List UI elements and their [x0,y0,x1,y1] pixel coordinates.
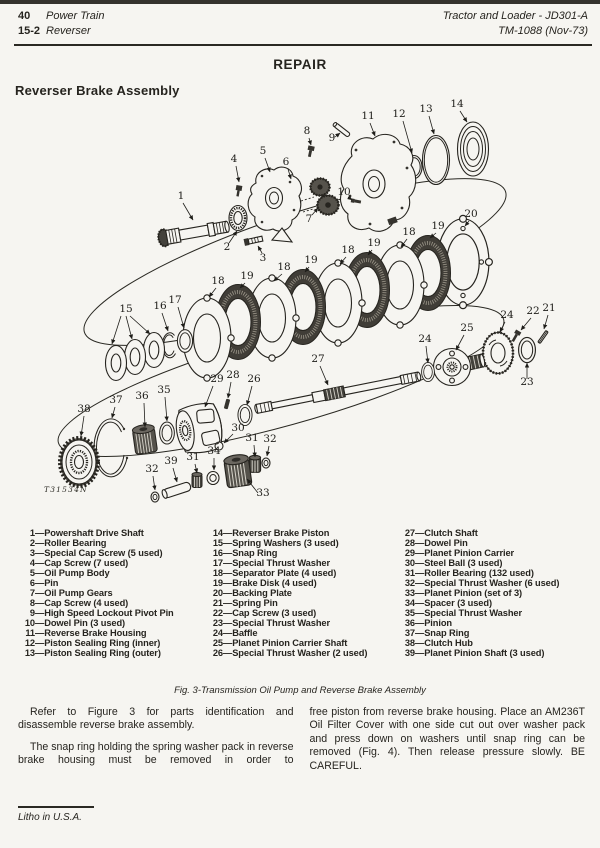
header-rule [14,44,592,46]
callout-number: 11 [361,110,375,122]
part-31-roller-bearing [192,473,202,488]
chapter-title: REPAIR [273,57,327,72]
part-list-item: 35—Special Thrust Washer [404,608,522,618]
part-list-item: 7—Oil Pump Gears [29,588,113,598]
part-25-planet-pinion-carrier-shaft [434,349,486,386]
part-list-item: 24—Baffle [212,628,258,638]
part-list-item: 8—Cap Screw (4 used) [29,598,129,608]
part-list-item: 38—Clutch Hub [404,638,473,648]
callout-number: 14 [450,98,464,110]
callout-number: 28 [226,369,240,381]
callout-number: 34 [207,445,221,457]
part-list-item: 17—Special Thrust Washer [212,558,330,568]
callout-number: 36 [135,390,149,402]
callout-leader [112,407,115,418]
part-list-item: 10—Dowel Pin (3 used) [24,618,126,628]
parts-list-column-1 [20,528,174,658]
part-1-powershaft-drive-shaft [157,218,230,247]
callout-leader [153,476,155,490]
part-14-reverser-brake-piston [458,122,489,176]
header-line-1 [18,9,104,24]
part-32-special-thrust-washer [262,458,270,468]
callout-leader [460,111,467,122]
callout-leader [320,366,328,385]
callout-number: 23 [520,376,534,388]
part-15-spring-washer [125,340,146,375]
part-list-item: 36—Pinion [404,618,453,628]
part-list-item: 27—Clutch Shaft [404,528,478,538]
part-13-piston-sealing-ring-outer [423,136,450,185]
part-list-item: 6—Pin [29,578,59,588]
callout-number: 17 [168,294,182,306]
callout-number: 9 [328,132,336,144]
callout-leader [247,386,252,405]
part-4-cap-screw [235,185,243,197]
part-list-item: 21—Spring Pin [212,598,278,608]
callout-number: 26 [247,373,261,385]
callout-number: 32 [263,433,277,445]
paragraph: Refer to Figure 3 for parts identification and disassemble reverse brake assembly. [18,706,294,732]
callout-number: 29 [210,373,224,385]
part-list-item: 14—Reverser Brake Piston [212,528,330,538]
header-left [18,9,104,39]
callout-leader [309,138,311,145]
callout-number: 18 [402,226,416,238]
callout-number: 18 [211,275,225,287]
callout-number: 19 [304,254,318,266]
part-11-reverse-brake-housing [341,134,416,231]
body-left-column [18,706,294,781]
callout-leader [144,403,145,427]
callout-leader [228,382,231,398]
part-list-item: 16—Snap Ring [212,548,278,558]
sub-section-name: Reverser [46,25,91,37]
callout-number: 21 [542,302,556,314]
callout-number: 15 [119,303,133,315]
page-header [18,9,588,39]
part-21-spring-pin [538,330,548,343]
part-22-cap-screw [510,329,521,342]
callout-number: 16 [153,300,167,312]
callout-number: 8 [303,125,311,137]
callout-number: 20 [464,208,478,220]
callout-number: 27 [311,353,325,365]
callout-number: 31 [186,451,200,463]
part-list-item: 20—Backing Plate [212,588,292,598]
callout-leader [370,123,375,136]
callout-number: 19 [431,220,445,232]
part-36-pinion [132,423,158,454]
part-24-baffle [483,333,513,374]
manual-number: TM-1088 (Nov-73) [498,25,588,37]
callout-leader [173,468,177,482]
section-name: Power Train [46,10,105,22]
part-list-item: 26—Special Thrust Washer (2 used) [212,648,368,658]
footer-rule [18,806,94,808]
part-list-item: 12—Piston Sealing Ring (inner) [24,638,161,648]
part-15-spring-washer [106,346,127,381]
part-37-snap-ring [94,419,128,477]
callout-number: 19 [240,270,254,282]
callout-leader [426,346,428,363]
header-right [443,9,588,39]
illustration-id: T31534N [44,485,88,494]
page-number: 40 [18,10,31,22]
part-35-special-thrust-washer [160,422,175,444]
part-17-special-thrust-washer [177,330,192,353]
part-list-item: 25—Planet Pinion Carrier Shaft [212,638,348,648]
part-list-item: 29—Planet Pinion Carrier [404,548,515,558]
header-line-2 [18,24,104,39]
callout-leader [335,133,340,137]
paragraph: The snap ring holding the spring washer pack in reverse brake housing must be removed in order to [18,740,294,767]
callout-number: 30 [231,422,245,434]
callout-leader [312,208,318,215]
callout-number: 10 [337,186,351,198]
callout-leader [456,335,464,350]
callout-leader [126,316,132,339]
callout-leader [224,434,233,443]
part-3-special-cap-screw [244,235,264,246]
callout-leader [429,116,434,134]
callout-leader [112,316,121,344]
parts-list-column-3 [400,528,559,658]
exploded-diagram [0,98,600,518]
callout-leader [183,203,193,220]
callout-number: 2 [223,241,231,253]
part-list-item: 37—Snap Ring [404,628,470,638]
callout-leader [178,307,184,328]
part-list-item: 39—Planet Pinion Shaft (3 used) [404,648,545,658]
part-list-item: 4—Cap Screw (7 used) [29,558,129,568]
callout-number: 13 [419,103,433,115]
callout-leader [267,446,269,456]
callout-number: 38 [77,403,91,415]
part-list-item: 28—Dowel Pin [404,538,468,548]
callout-number: 3 [259,252,267,264]
callout-number: 19 [367,237,381,249]
part-list-item: 3—Special Cap Screw (5 used) [29,548,163,558]
callout-leader [162,313,168,331]
figure-caption: Fig. 3-Transmission Oil Pump and Reverse Brake Assembly [174,685,426,696]
callout-number: 4 [230,153,238,165]
part-list-item: 23—Special Thrust Washer [212,618,330,628]
callout-number: 22 [526,305,540,317]
part-31-roller-bearing [249,455,260,472]
part-5-oil-pump-body [248,167,301,242]
body-text [18,706,585,781]
callout-number: 25 [460,322,474,334]
part-list-item: 1—Powershaft Drive Shaft [29,528,144,538]
part-list-item: 18—Separator Plate (4 used) [212,568,337,578]
callout-number: 39 [164,455,178,467]
callout-leader [521,318,531,330]
part-38-clutch-hub [60,438,98,486]
callout-number: 12 [392,108,406,120]
sub-page-number: 15-2 [18,25,41,37]
scan-edge [0,0,600,4]
callout-leader [130,316,150,334]
callout-number: 37 [109,394,123,406]
manual-title: Tractor and Loader - JD301-A [442,10,588,22]
part-2-roller-bearing [229,206,247,231]
callout-number: 6 [282,156,290,168]
part-34-spacer [207,472,219,485]
body-right-column [310,706,586,781]
part-list-item: 19—Brake Disk (4 used) [212,578,317,588]
callout-leader [81,416,84,436]
part-23-special-thrust-washer [519,337,536,362]
part-list-item: 9—High Speed Lockout Pivot Pin [29,608,174,618]
callout-number: 35 [157,384,171,396]
callout-number: 24 [418,333,432,345]
part-15-spring-washer [144,333,165,368]
callout-number: 1 [177,190,185,202]
part-list-item: 34—Spacer (3 used) [404,598,492,608]
callout-number: 18 [341,244,355,256]
callout-number: 33 [256,487,270,499]
part-list-item: 33—Planet Pinion (set of 3) [404,588,523,598]
callout-leader [209,288,216,297]
part-list-item: 11—Reverse Brake Housing [25,628,147,638]
part-list-item: 15—Spring Washers (3 used) [212,538,339,548]
callout-number: 18 [277,261,291,273]
part-8-cap-screw [306,145,315,157]
part-28-dowel-pin [224,399,230,410]
callout-number: 32 [145,463,159,475]
callout-leader [500,322,505,332]
section-title: Reverser Brake Assembly [15,83,180,98]
callout-number: 5 [259,145,267,157]
part-list-item: 30—Steel Ball (3 used) [404,558,503,568]
part-list-item: 5—Oil Pump Body [29,568,110,578]
part-33-planet-pinion [223,453,252,488]
callout-leader [195,464,197,473]
callout-leader [236,166,239,182]
part-list-item: 31—Roller Bearing (132 used) [404,568,534,578]
footer-litho: Litho in U.S.A. [18,812,82,823]
part-list-item: 32—Special Thrust Washer (6 used) [404,578,560,588]
callout-number: 31 [245,432,259,444]
callout-leader [544,315,548,329]
parts-list-column-2 [208,528,367,658]
callout-leader [340,257,346,264]
part-27-clutch-shaft [254,371,422,415]
callout-number: 7 [305,213,313,225]
part-list-item: 13—Piston Sealing Ring (outer) [24,648,161,658]
callout-number: 24 [500,309,514,321]
callout-leader [165,397,167,421]
paragraph: free piston from reverse brake housing. Place an AM236T Oil Filter Cover with one side cut out over washer pack and press down on washers until snap ring can be removed (Fig. 4). Then release pressure slowly. BE CAREFUL. [309,706,585,772]
part-24-baffle-ring [422,362,435,381]
part-list-item: 22—Cap Screw (3 used) [212,608,317,618]
part-32-special-thrust-washer [151,492,159,502]
part-39-planet-pinion-shaft [161,481,192,499]
part-list-item: 2—Roller Bearing [29,538,107,548]
